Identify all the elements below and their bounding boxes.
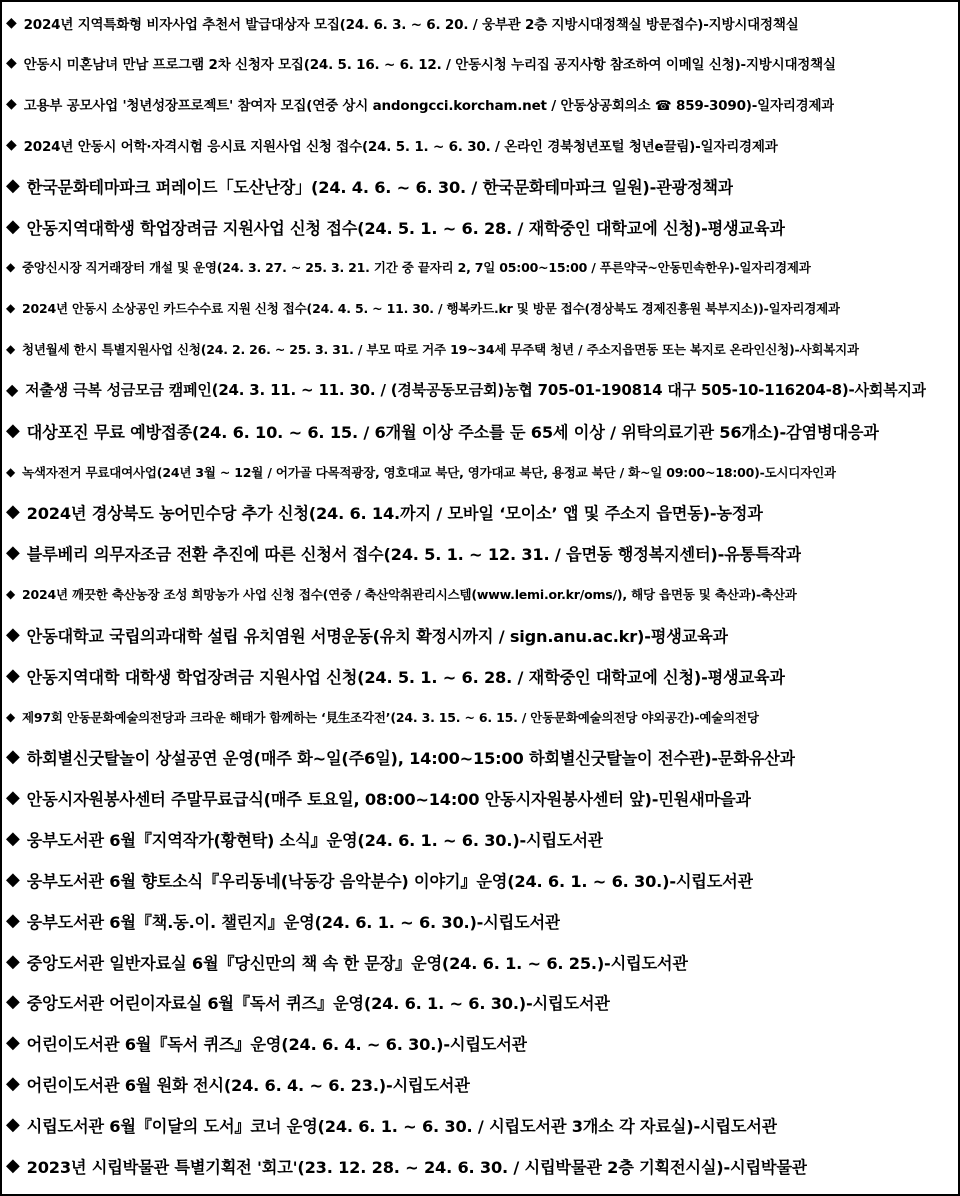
notice-text: 어린이도서관 6월 원화 전시(24. 6. 4. ~ 6. 23.)-시립도서관 [26,1076,470,1096]
notice-text: 하회별신굿탈놀이 상설공연 운영(매주 화~일(주6일), 14:00~15:00 하회별신굿탈놀이 전수관)-문화유산과 [26,749,796,769]
notice-item [6,43,956,84]
notice-item [6,778,956,819]
notice-text: 안동시자원봉사센터 주말무료급식(매주 토요일, 08:00~14:00 안동시자원봉사센터 앞)-민원새마을과 [26,790,751,810]
notice-item [6,1064,956,1105]
notice-item [6,1023,956,1064]
notice-item [6,941,956,982]
diamond-bullet-icon: ◆ [6,587,16,602]
notice-text: 안동지역대학 대학생 학업장려금 지원사업 신청(24. 5. 1. ~ 6. 28. / 재학중인 대학교에 신청)-평생교육과 [26,667,785,687]
notice-item [6,165,956,206]
notice-text: 2024년 지역특화형 비자사업 추천서 발급대상자 모집(24. 6. 3. ~ 6. 20. / 웅부관 2층 지방시대정책실 방문접수)-지방시대정책실 [23,16,799,33]
notice-item [6,124,956,165]
notice-text: 웅부도서관 6월『지역작가(황현탁) 소식』운영(24. 6. 1. ~ 6. 30.)-시립도서관 [26,831,604,851]
notice-item [6,859,956,900]
notice-item [6,900,956,941]
notice-item [6,574,956,615]
notice-item [6,533,956,574]
notice-item [6,288,956,329]
notice-item [6,2,956,43]
diamond-bullet-icon: ◆ [6,1073,20,1095]
notice-text: 중앙도서관 일반자료실 6월『당신만의 책 속 한 문장』운영(24. 6. 1. ~ 6. 25.)-시립도서관 [26,953,688,973]
notice-item [6,492,956,533]
notice-text: 시립도서관 6월『이달의 도서』코너 운영(24. 6. 1. ~ 6. 30. / 시립도서관 3개소 각 자료실)-시립도서관 [26,1116,778,1136]
notice-text: 제97회 안동문화예술의전당과 크라운 해태가 함께하는 ‘見生조각전’(24. 3. 15. ~ 6. 15. / 안동문화예술의전당 야외공간)-예술의전당 [22,709,759,725]
notice-item [6,1104,956,1145]
notice-item [6,1145,956,1186]
notice-text: 안동대학교 국립의과대학 설립 유치염원 서명운동(유치 확정시까지 / sign.anu.ac.kr)-평생교육과 [26,626,728,646]
diamond-bullet-icon: ◆ [6,1154,20,1176]
notice-text: 블루베리 의무자조금 전환 추진에 따른 신청서 접수(24. 5. 1. ~ 12. 31. / 읍면동 행정복지센터)-유통특작과 [26,545,802,565]
diamond-bullet-icon: ◆ [6,419,20,441]
notice-text: 2024년 깨끗한 축산농장 조성 희망농가 사업 신청 접수(연중 / 축산악취관리시스템(www.lemi.or.kr/oms/), 해당 읍면동 및 축산과)-축산과 [22,587,797,603]
diamond-bullet-icon: ◆ [6,1032,20,1054]
notice-text: 2024년 안동시 소상공인 카드수수료 지원 신청 접수(24. 4. 5. ~ 11. 30. / 행복카드.kr 및 방문 접수(경상북도 경제진흥원 북부지소))-일자리경제과 [22,301,840,317]
notice-item [6,696,956,737]
notice-text: 2023년 시립박물관 특별기획전 '회고'(23. 12. 28. ~ 24. 6. 30. / 시립박물관 2층 기획전시실)-시립박물관 [26,1157,808,1177]
notice-item [6,614,956,655]
notice-text: 청년월세 한시 특별지원사업 신청(24. 2. 26. ~ 25. 3. 31. / 부모 따로 거주 19~34세 무주택 청년 / 주소지읍면동 또는 복지로 온라인신청)-사회복지과 [22,342,859,358]
diamond-bullet-icon: ◆ [6,1113,20,1135]
diamond-bullet-icon: ◆ [6,950,20,972]
diamond-bullet-icon: ◆ [6,787,20,809]
notice-list [2,2,958,1194]
diamond-bullet-icon: ◆ [6,709,16,724]
notice-text: 중앙신시장 직거래장터 개설 및 운영(24. 3. 27. ~ 25. 3. 21. 기간 중 끝자리 2, 7일 05:00~15:00 / 푸른약국~안동민속한우)-일자리경제과 [22,260,811,276]
diamond-bullet-icon: ◆ [6,301,16,316]
notice-text: 안동시 미혼남녀 만남 프로그램 2차 신청자 모집(24. 5. 16. ~ 6. 12. / 안동시청 누리집 공지사항 참조하여 이메일 신청)-지방시대정책실 [23,57,836,74]
notice-item [6,982,956,1023]
diamond-bullet-icon: ◆ [6,215,20,237]
notice-item [6,451,956,492]
notice-text: 2024년 경상북도 농어민수당 추가 신청(24. 6. 14.까지 / 모바일 ‘모이소’ 앱 및 주소지 읍면동)-농정과 [26,504,763,524]
notice-text: 2024년 안동시 어학·자격시험 응시료 지원사업 신청 접수(24. 5. 1. ~ 6. 30. / 온라인 경북청년포털 청년e끌림)-일자리경제과 [23,138,778,155]
notice-item [6,655,956,696]
notice-text: 웅부도서관 6월 향토소식『우리동네(낙동강 음악분수) 이야기』운영(24. 6. 1. ~ 6. 30.)-시립도서관 [26,871,754,891]
diamond-bullet-icon: ◆ [6,868,20,890]
diamond-bullet-icon: ◆ [6,664,20,686]
notice-item [6,737,956,778]
notice-item [6,247,956,288]
diamond-bullet-icon: ◆ [6,136,17,153]
diamond-bullet-icon: ◆ [6,379,19,399]
diamond-bullet-icon: ◆ [6,623,20,645]
diamond-bullet-icon: ◆ [6,55,17,72]
notice-text: 한국문화테마파크 퍼레이드「도산난장」(24. 4. 6. ~ 6. 30. / 한국문화테마파크 일원)-관광정책과 [26,177,734,197]
notice-text: 고용부 공모사업 '청년성장프로젝트' 참여자 모집(연중 상시 andongcci.korcham.net / 안동상공회의소 ☎ 859-3090)-일자리경제과 [23,98,835,115]
diamond-bullet-icon: ◆ [6,828,20,850]
notice-item [6,84,956,125]
notice-text: 중앙도서관 어린이자료실 6월『독서 퀴즈』운영(24. 6. 1. ~ 6. 30.)-시립도서관 [26,994,610,1014]
diamond-bullet-icon: ◆ [6,501,20,523]
notice-text: 웅부도서관 6월『책.동.이. 챌린지』운영(24. 6. 1. ~ 6. 30.)-시립도서관 [26,912,561,932]
diamond-bullet-icon: ◆ [6,14,17,31]
notice-text: 어린이도서관 6월『독서 퀴즈』운영(24. 6. 4. ~ 6. 30.)-시립도서관 [26,1035,528,1055]
diamond-bullet-icon: ◆ [6,746,20,768]
notice-item [6,819,956,860]
notice-item [6,369,956,410]
diamond-bullet-icon: ◆ [6,260,16,275]
diamond-bullet-icon: ◆ [6,542,20,564]
diamond-bullet-icon: ◆ [6,96,17,113]
notice-item [6,410,956,451]
notice-item [6,329,956,370]
diamond-bullet-icon: ◆ [6,909,20,931]
notice-text: 녹색자전거 무료대여사업(24년 3월 ~ 12월 / 어가골 다목적광장, 영호대교 북단, 영가대교 북단, 용정교 북단 / 화~일 09:00~18:00)-도시디자인과 [22,464,836,480]
notice-text: 대상포진 무료 예방접종(24. 6. 10. ~ 6. 15. / 6개월 이상 주소를 둔 65세 이상 / 위탁의료기관 56개소)-감염병대응과 [26,422,879,442]
notice-text: 저출생 극복 성금모금 캠페인(24. 3. 11. ~ 11. 30. / (경북공동모금회)농협 705-01-190814 대구 505-10-116204-8)-사회복지과 [25,381,927,400]
notice-text: 안동지역대학생 학업장려금 지원사업 신청 접수(24. 5. 1. ~ 6. 28. / 재학중인 대학교에 신청)-평생교육과 [26,218,785,238]
diamond-bullet-icon: ◆ [6,991,20,1013]
diamond-bullet-icon: ◆ [6,174,20,196]
diamond-bullet-icon: ◆ [6,464,16,479]
notice-item [6,206,956,247]
diamond-bullet-icon: ◆ [6,342,16,357]
